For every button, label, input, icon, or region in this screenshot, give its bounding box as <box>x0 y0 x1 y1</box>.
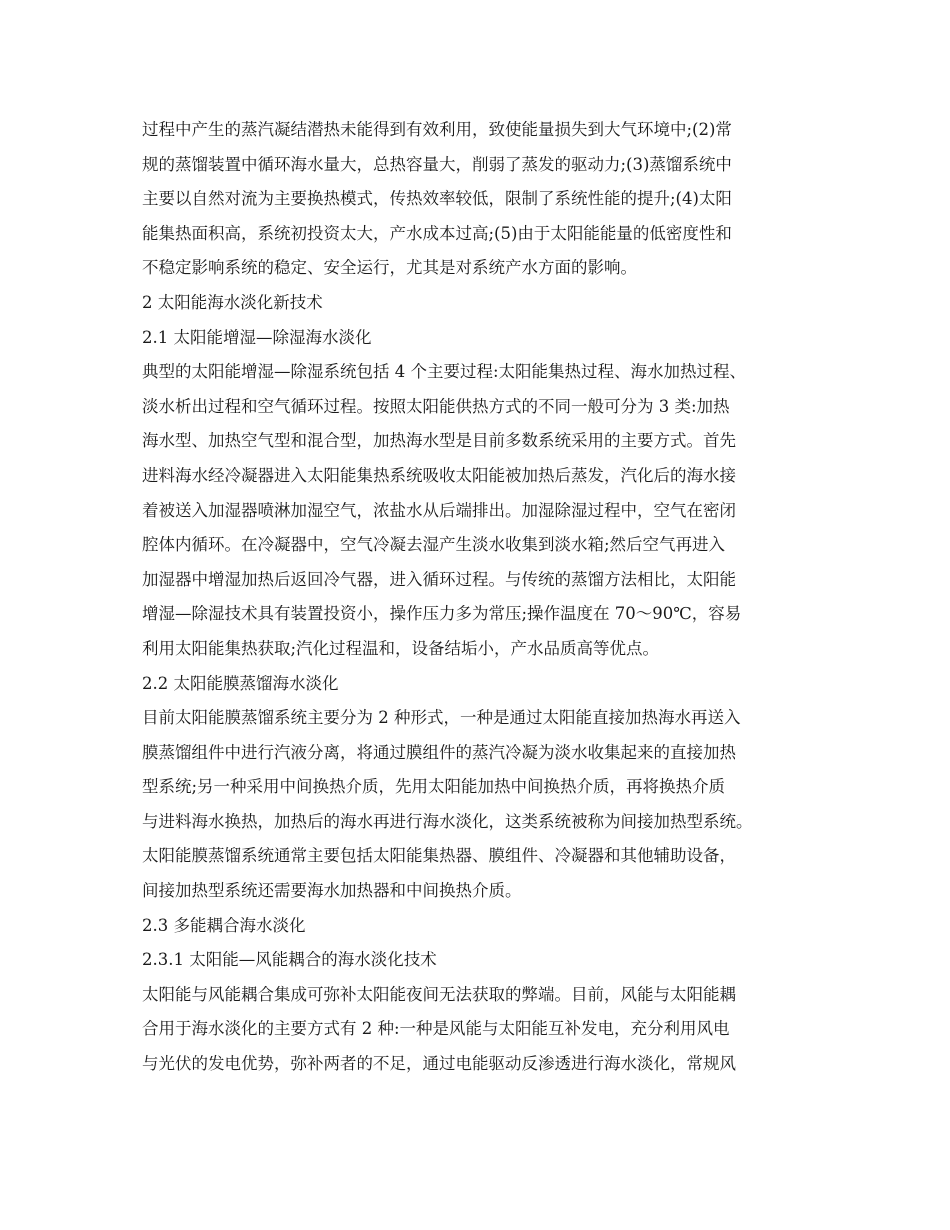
paragraph-line: 进料海水经冷凝器进入太阳能集热系统吸收太阳能被加热后蒸发，汽化后的海水接 <box>142 465 736 485</box>
paragraph-line: 能集热面积高，系统初投资太大，产水成本过高;(5)由于太阳能能量的低密度性和 <box>142 223 732 243</box>
paragraph-line: 增湿—除湿技术具有装置投资小，操作压力多为常压;操作温度在 70～90℃，容易 <box>142 604 742 624</box>
paragraph-line: 过程中产生的蒸汽凝结潜热未能得到有效利用，致使能量损失到大气环境中;(2)常 <box>142 120 732 139</box>
subsubsection-heading: 2.3.1 太阳能—风能耦合的海水淡化技术 <box>142 950 437 970</box>
paragraph-line: 与光伏的发电优势，弥补两者的不足，通过电能驱动反渗透进行海水淡化，常规风 <box>142 1054 736 1074</box>
body-text <box>142 113 822 1082</box>
paragraph-line: 规的蒸馏装置中循环海水量大，总热容量大，削弱了蒸发的驱动力;(3)蒸馏系统中 <box>142 154 732 174</box>
paragraph-line: 加湿器中增湿加热后返回冷气器，进入循环过程。与传统的蒸馏方法相比，太阳能 <box>142 569 736 589</box>
paragraph-line: 腔体内循环。在冷凝器中，空气冷凝去湿产生淡水收集到淡水箱;然后空气再进入 <box>142 535 726 555</box>
subsection-heading: 2.3 多能耦合海水淡化 <box>142 915 306 935</box>
section-heading: 2 太阳能海水淡化新技术 <box>142 292 323 312</box>
paragraph-line: 目前太阳能膜蒸馏系统主要分为 2 种形式，一种是通过太阳能直接加热海水再送入 <box>142 708 741 728</box>
paragraph-line: 主要以自然对流为主要换热模式，传热效率较低，限制了系统性能的提升;(4)太阳 <box>142 189 732 209</box>
paragraph-line: 间接加热型系统还需要海水加热器和中间换热介质。 <box>142 881 522 901</box>
paragraph-line: 不稳定影响系统的稳定、安全运行，尤其是对系统产水方面的影响。 <box>142 258 637 278</box>
paragraph-line: 合用于海水淡化的主要方式有 2 种:一种是风能与太阳能互补发电，充分利用风电 <box>142 1019 730 1039</box>
paragraph-line: 型系统;另一种采用中间换热介质，先用太阳能加热中间换热介质，再将换热介质 <box>142 777 726 797</box>
paragraph-line: 海水型、加热空气型和混合型，加热海水型是目前多数系统采用的主要方式。首先 <box>142 431 736 451</box>
paragraph-line: 与进料海水换热，加热后的海水再进行海水淡化，这类系统被称为间接加热型系统。 <box>142 811 753 831</box>
paragraph-line: 典型的太阳能增湿—除湿系统包括 4 个主要过程:太阳能集热过程、海水加热过程、 <box>142 362 747 382</box>
paragraph-line: 利用太阳能集热获取;汽化过程温和，设备结垢小，产水品质高等优点。 <box>142 638 660 658</box>
paragraph-line: 着被送入加湿器喷淋加湿空气，浓盐水从后端排出。加湿除湿过程中，空气在密闭 <box>142 500 736 520</box>
paragraph-line: 太阳能与风能耦合集成可弥补太阳能夜间无法获取的弊端。目前，风能与太阳能耦 <box>142 984 736 1004</box>
subsection-heading: 2.1 太阳能增湿—除湿海水淡化 <box>142 327 372 347</box>
paragraph-line: 淡水析出过程和空气循环过程。按照太阳能供热方式的不同一般可分为 3 类:加热 <box>142 396 730 416</box>
paragraph-line: 太阳能膜蒸馏系统通常主要包括太阳能集热器、膜组件、冷凝器和其他辅助设备， <box>142 846 736 866</box>
paragraph-line: 膜蒸馏组件中进行汽液分离，将通过膜组件的蒸汽冷凝为淡水收集起来的直接加热 <box>142 742 736 762</box>
subsection-heading: 2.2 太阳能膜蒸馏海水淡化 <box>142 673 339 693</box>
